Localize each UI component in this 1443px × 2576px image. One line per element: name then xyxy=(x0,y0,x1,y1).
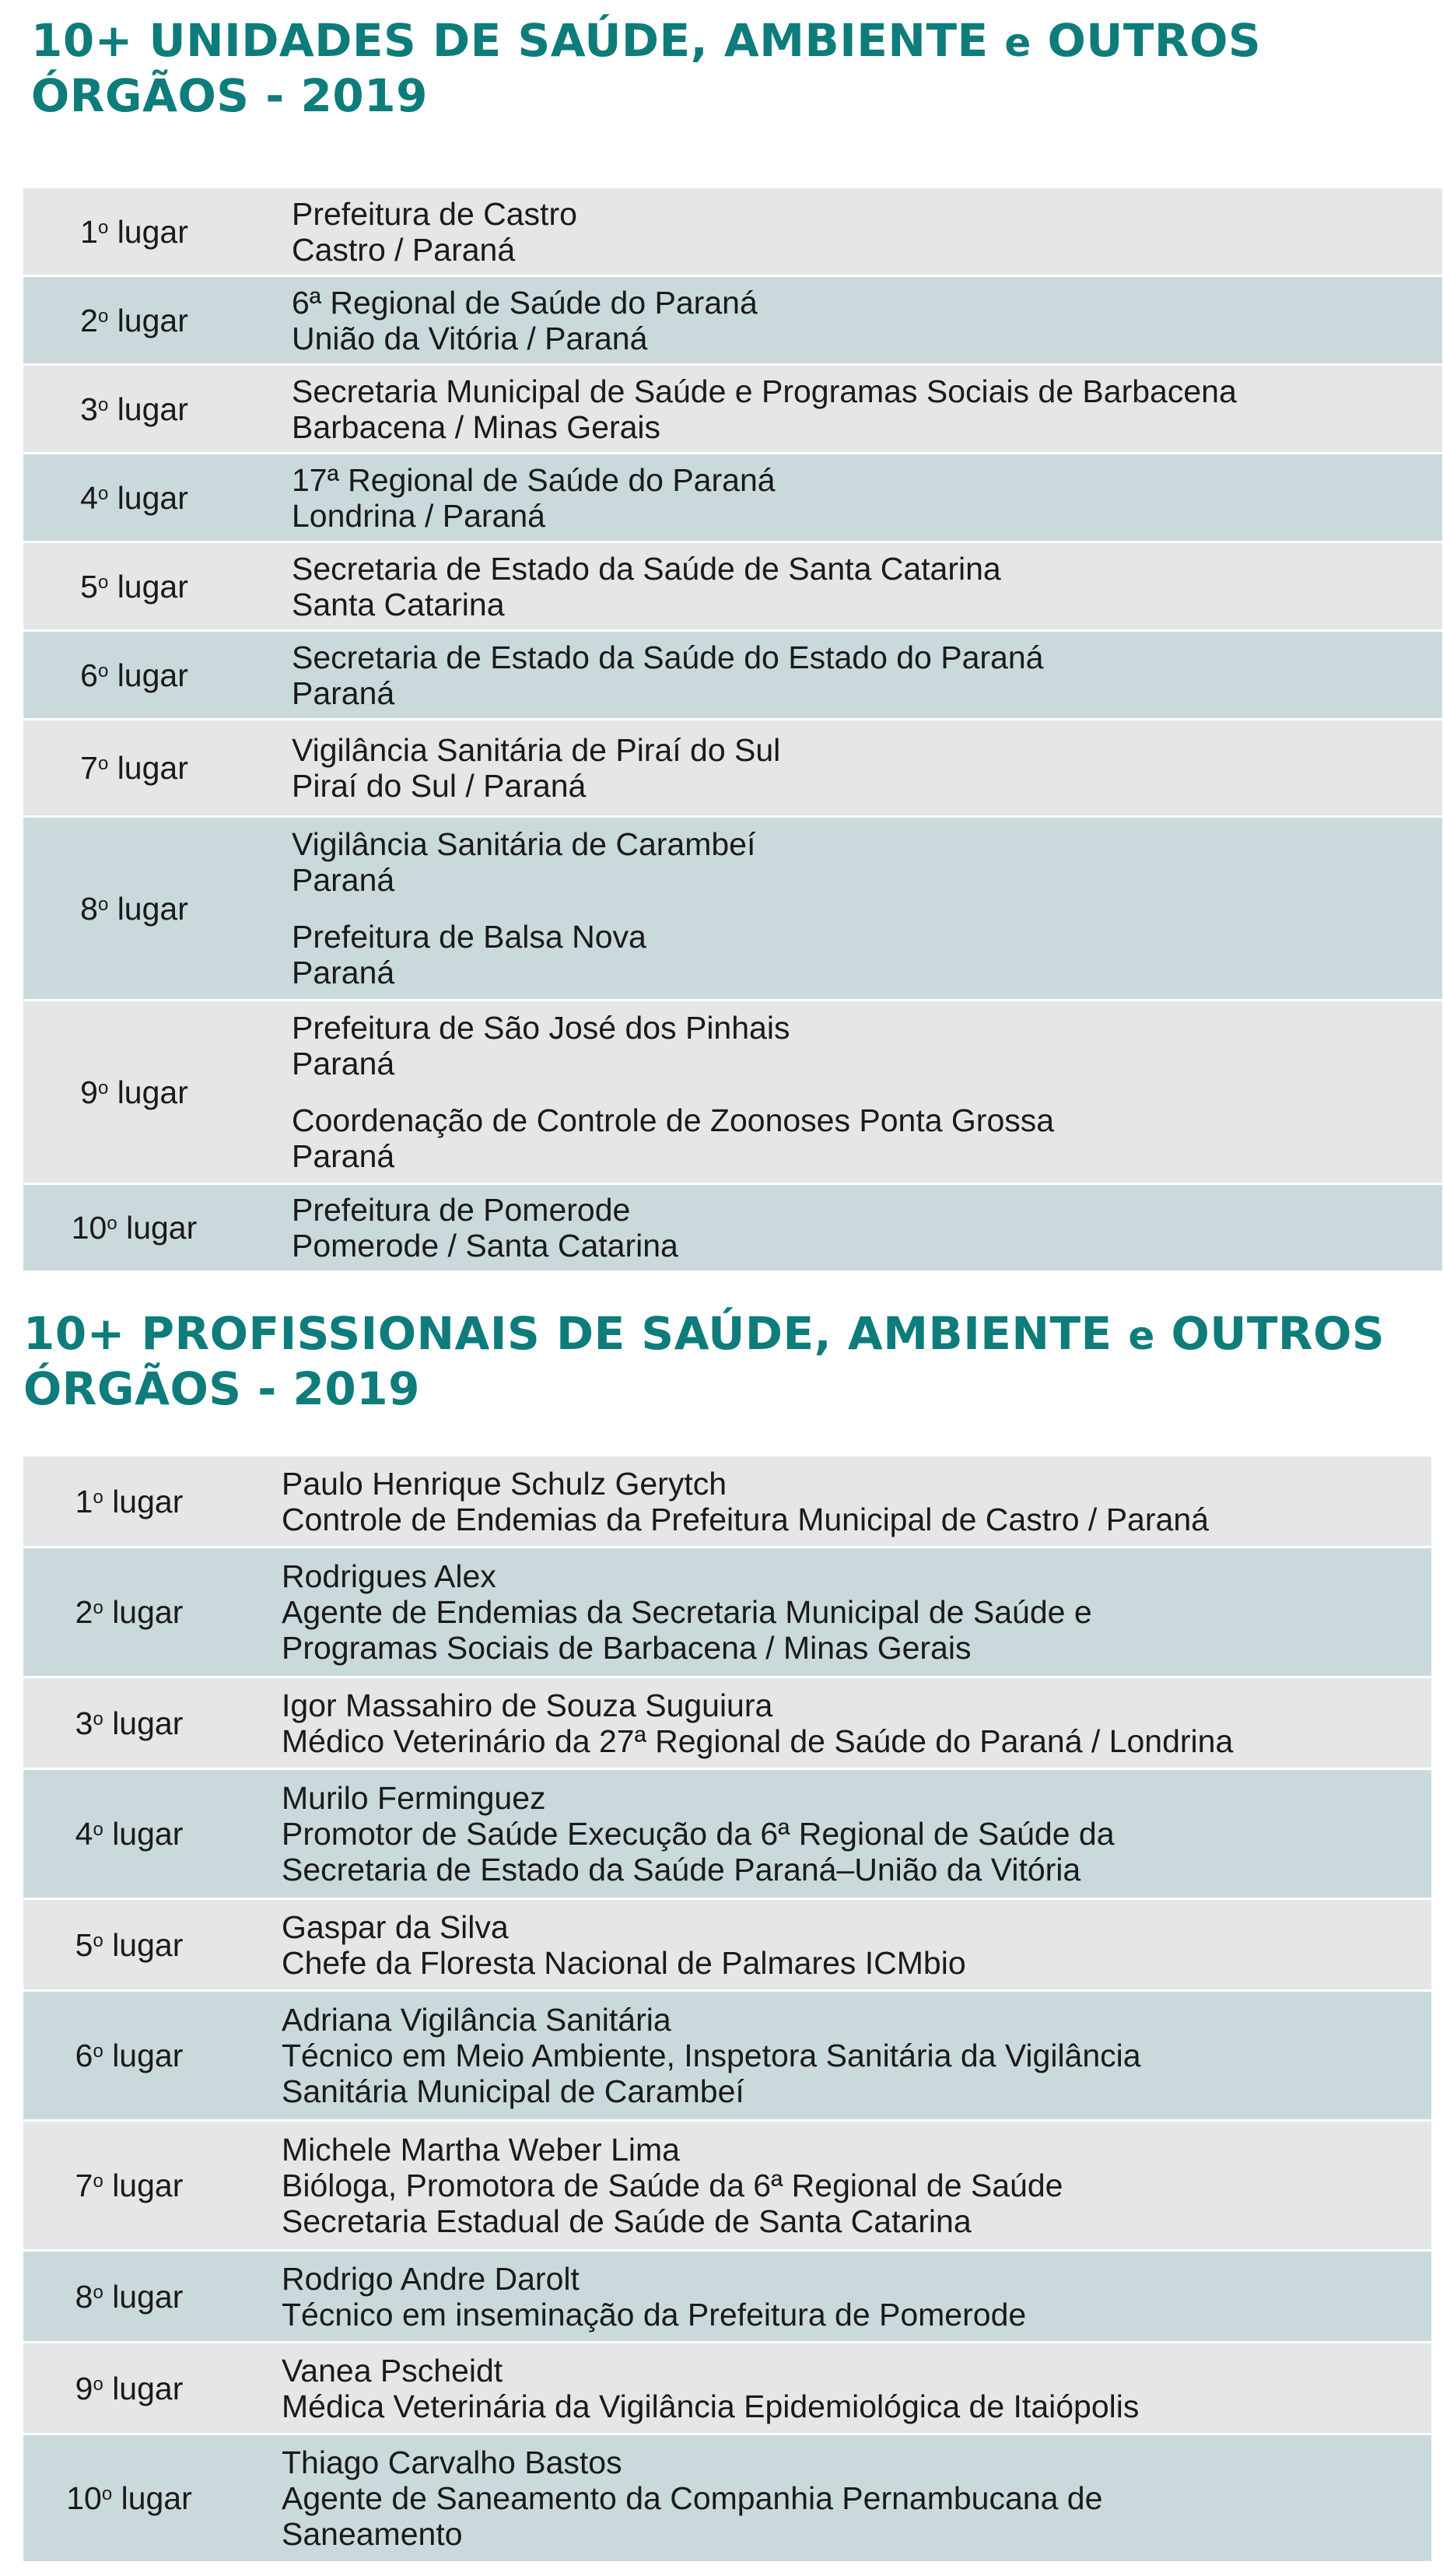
entry-detail: Programas Sociais de Barbacena / Minas Gerais xyxy=(282,1630,972,1666)
entry-name: Michele Martha Weber Lima xyxy=(282,2132,680,2168)
rank-word: lugar xyxy=(103,1594,184,1630)
rank-number: 2 xyxy=(75,1594,93,1630)
rank-entries xyxy=(235,2261,1431,2332)
rank-ordinal-indicator: o xyxy=(97,660,109,682)
entry-detail: Pomerode / Santa Catarina xyxy=(292,1228,678,1263)
rank-label xyxy=(23,1594,235,1630)
rank-entries xyxy=(235,2445,1431,2552)
ranking-entry xyxy=(292,1010,1442,1081)
entry-detail: Promotor de Saúde Execução da 6ª Regional de Saúde da xyxy=(282,1816,1115,1852)
rank-number: 4 xyxy=(75,1816,93,1852)
section-2-title-line-1: 10+ PROFISSIONAIS DE SAÚDE, AMBIENTE e OUTROS xyxy=(23,1307,1385,1360)
rank-number: 7 xyxy=(75,2168,93,2203)
ranking-entry xyxy=(292,1102,1442,1174)
rank-word: lugar xyxy=(108,657,188,693)
ranking-row xyxy=(23,2435,1431,2564)
entry-detail: Chefe da Floresta Nacional de Palmares ICMbio xyxy=(282,1944,966,1981)
rank-number: 1 xyxy=(75,1483,93,1519)
rank-label xyxy=(23,1705,235,1741)
entry-name: Secretaria de Estado da Saúde de Santa Catarina xyxy=(292,550,1001,587)
rank-label xyxy=(23,303,245,338)
rank-ordinal-indicator: o xyxy=(93,1929,103,1951)
rank-ordinal-indicator: o xyxy=(93,1819,103,1840)
entry-name: Prefeitura de Pomerode xyxy=(292,1192,631,1228)
section-1-title xyxy=(31,14,1261,122)
rank-number: 5 xyxy=(75,1926,93,1963)
rank-label xyxy=(23,1927,235,1963)
rank-word: lugar xyxy=(108,391,188,427)
entry-detail: Secretaria Estadual de Saúde de Santa Catarina xyxy=(282,2203,972,2239)
ranking-entry xyxy=(292,826,1442,898)
rank-label xyxy=(23,657,245,693)
entry-name: Rodrigues Alex xyxy=(282,1558,496,1594)
rank-number: 2 xyxy=(80,302,98,338)
rank-label xyxy=(23,1816,235,1852)
rank-label xyxy=(23,569,245,605)
entry-name: Prefeitura de São José dos Pinhais xyxy=(292,1010,790,1046)
entry-name: Prefeitura de Castro xyxy=(292,195,577,232)
rank-entries xyxy=(245,285,1442,356)
entry-name: Secretaria de Estado da Saúde do Estado do Paraná xyxy=(292,639,1044,675)
rank-ordinal-indicator: o xyxy=(93,1597,103,1618)
rank-number: 3 xyxy=(75,1705,93,1741)
entry-name: Adriana Vigilância Sanitária xyxy=(282,2002,671,2038)
rank-entries xyxy=(235,1558,1431,1666)
rank-entries xyxy=(245,826,1442,990)
entry-detail: Técnico em inseminação da Prefeitura de Pomerode xyxy=(282,2296,1027,2332)
rank-label xyxy=(23,750,245,786)
ranking-row xyxy=(23,2343,1431,2435)
ranking-entry xyxy=(292,732,1442,804)
entry-name: Murilo Ferminguez xyxy=(282,1780,546,1816)
ranking-row xyxy=(23,1900,1431,1992)
rank-number: 6 xyxy=(75,2038,93,2073)
rank-label xyxy=(23,2480,235,2516)
entry-name: Thiago Carvalho Bastos xyxy=(282,2445,622,2480)
entry-detail: Piraí do Sul / Paraná xyxy=(292,768,587,804)
ranking-entry xyxy=(292,551,1442,622)
ranking-row xyxy=(23,1548,1431,1678)
rank-number: 9 xyxy=(75,2370,93,2406)
ranking-entry xyxy=(292,196,1442,268)
rank-entries xyxy=(245,732,1442,804)
rank-ordinal-indicator: o xyxy=(97,394,109,415)
rank-number: 8 xyxy=(75,2278,93,2315)
rank-ordinal-indicator: o xyxy=(97,216,109,238)
rank-entries xyxy=(235,2353,1431,2424)
section-2-title-line-2: ÓRGÃOS - 2019 xyxy=(23,1362,420,1415)
rank-entries xyxy=(235,1688,1431,1759)
rank-word: lugar xyxy=(103,2038,184,2073)
rank-number: 1 xyxy=(80,213,98,250)
ranking-row xyxy=(23,1678,1431,1770)
rank-word: lugar xyxy=(112,2480,192,2516)
ranking-entry xyxy=(282,2132,1431,2239)
ranking-entry xyxy=(282,2353,1431,2424)
ranking-row xyxy=(23,1770,1431,1900)
rank-ordinal-indicator: o xyxy=(107,1213,117,1234)
rank-word: lugar xyxy=(108,302,188,338)
rank-word: lugar xyxy=(117,1210,198,1246)
rank-word: lugar xyxy=(108,479,188,516)
rank-word: lugar xyxy=(108,1074,188,1110)
rank-word: lugar xyxy=(108,890,188,927)
rank-ordinal-indicator: o xyxy=(97,893,109,915)
entry-detail: Agente de Saneamento da Companhia Pernambucana de xyxy=(282,2480,1103,2516)
ranking-entry xyxy=(292,919,1442,990)
entry-name: Gaspar da Silva xyxy=(282,1908,509,1945)
rank-number: 10 xyxy=(66,2480,102,2516)
rank-entries xyxy=(235,2132,1431,2239)
entry-detail: Paraná xyxy=(292,1138,395,1174)
entry-name: Rodrigo Andre Darolt xyxy=(282,2260,580,2297)
entry-name: 17ª Regional de Saúde do Paraná xyxy=(292,461,776,498)
entry-name: Vanea Pscheidt xyxy=(282,2352,503,2388)
section-2-title xyxy=(23,1307,1385,1415)
entry-detail: Médica Veterinária da Vigilância Epidemiológica de Itaiópolis xyxy=(282,2388,1140,2424)
rank-entries xyxy=(245,1010,1442,1174)
ranking-row xyxy=(23,366,1442,454)
rank-ordinal-indicator: o xyxy=(97,482,109,504)
entry-detail: Controle de Endemias da Prefeitura Municipal de Castro / Paraná xyxy=(282,1501,1209,1537)
rank-entries xyxy=(235,1780,1431,1887)
rank-number: 5 xyxy=(80,568,98,605)
entry-name: Paulo Henrique Schulz Gerytch xyxy=(282,1465,727,1502)
entry-detail: Castro / Paraná xyxy=(292,231,516,268)
ranking-entry xyxy=(292,1192,1442,1263)
units-ranking-table xyxy=(23,188,1442,1273)
ranking-row xyxy=(23,1992,1431,2122)
ranking-entry xyxy=(282,1909,1431,1981)
rank-number: 7 xyxy=(80,750,98,786)
rank-ordinal-indicator: o xyxy=(93,2171,103,2192)
ranking-entry xyxy=(292,462,1442,534)
rank-ordinal-indicator: o xyxy=(97,1077,109,1099)
rank-label xyxy=(23,1484,235,1519)
entry-detail: Paraná xyxy=(292,862,395,898)
rank-label xyxy=(23,2038,235,2073)
rank-ordinal-indicator: o xyxy=(93,2041,103,2062)
rank-entries xyxy=(245,551,1442,622)
entry-detail: Médico Veterinário da 27ª Regional de Saúde do Paraná / Londrina xyxy=(282,1723,1234,1759)
entry-name: 6ª Regional de Saúde do Paraná xyxy=(292,284,758,321)
ranking-entry xyxy=(292,373,1442,445)
ranking-entry xyxy=(282,1688,1431,1759)
professionals-ranking-table xyxy=(23,1456,1431,2564)
rank-label xyxy=(23,1074,245,1110)
rank-word: lugar xyxy=(108,750,188,786)
entry-detail: Paraná xyxy=(292,955,395,990)
rank-entries xyxy=(235,1466,1431,1537)
entry-detail: Paraná xyxy=(292,1046,395,1081)
section-1-title-line-2: ÓRGÃOS - 2019 xyxy=(31,69,428,122)
ranking-row xyxy=(23,454,1442,543)
rank-word: lugar xyxy=(103,2370,184,2406)
rank-word: lugar xyxy=(108,213,188,250)
rank-word: lugar xyxy=(103,1483,184,1519)
entry-detail: Bióloga, Promotora de Saúde da 6ª Regional de Saúde xyxy=(282,2168,1063,2203)
rank-label xyxy=(23,2168,235,2203)
rank-number: 10 xyxy=(71,1210,107,1246)
ranking-entry xyxy=(282,2002,1431,2109)
entry-detail: Saneamento xyxy=(282,2516,463,2552)
rank-label xyxy=(23,2371,235,2406)
entry-name: Igor Massahiro de Souza Suguiura xyxy=(282,1687,773,1723)
ranking-row xyxy=(23,818,1442,1001)
ranking-row xyxy=(23,1001,1442,1185)
ranking-row xyxy=(23,632,1442,720)
ranking-row xyxy=(23,2122,1431,2252)
rank-word: lugar xyxy=(103,1926,184,1963)
rank-entries xyxy=(235,2002,1431,2109)
rank-ordinal-indicator: o xyxy=(93,1708,103,1730)
entry-detail: União da Vitória / Paraná xyxy=(292,320,648,356)
entry-detail: Paraná xyxy=(292,675,395,711)
rank-word: lugar xyxy=(103,2168,184,2203)
ranking-row xyxy=(23,1456,1431,1548)
rank-entries xyxy=(245,1192,1442,1263)
rank-entries xyxy=(235,1909,1431,1981)
rank-ordinal-indicator: o xyxy=(93,2281,103,2303)
entry-name: Secretaria Municipal de Saúde e Programas Sociais de Barbacena xyxy=(292,373,1237,409)
entry-name: Vigilância Sanitária de Carambeí xyxy=(292,826,756,862)
entry-detail: Agente de Endemias da Secretaria Municipal de Saúde e xyxy=(282,1594,1092,1630)
rank-ordinal-indicator: o xyxy=(97,571,109,593)
rank-entries xyxy=(245,196,1442,268)
entry-detail: Santa Catarina xyxy=(292,586,505,622)
entry-detail: Barbacena / Minas Gerais xyxy=(292,408,661,445)
ranking-row xyxy=(23,1185,1442,1273)
rank-entries xyxy=(245,373,1442,445)
rank-word: lugar xyxy=(103,1816,184,1852)
rank-entries xyxy=(245,462,1442,534)
rank-label xyxy=(23,891,245,927)
rank-label xyxy=(23,1210,245,1246)
rank-word: lugar xyxy=(103,1705,184,1741)
rank-ordinal-indicator: o xyxy=(93,2373,103,2395)
ranking-entry xyxy=(292,285,1442,356)
ranking-entry xyxy=(282,2261,1431,2332)
rank-number: 6 xyxy=(80,657,98,693)
entry-detail: Secretaria de Estado da Saúde Paraná–União da Vitória xyxy=(282,1852,1081,1887)
rank-ordinal-indicator: o xyxy=(97,305,109,327)
rank-label xyxy=(23,391,245,427)
rank-word: lugar xyxy=(103,2278,184,2315)
entry-detail: Sanitária Municipal de Carambeí xyxy=(282,2073,744,2109)
rank-label xyxy=(23,214,245,250)
entry-name: Vigilância Sanitária de Piraí do Sul xyxy=(292,732,781,768)
rank-word: lugar xyxy=(108,568,188,605)
rank-ordinal-indicator: o xyxy=(93,1486,103,1508)
ranking-entry xyxy=(292,640,1442,711)
ranking-row xyxy=(23,720,1442,818)
rank-label xyxy=(23,2279,235,2315)
entry-name: Coordenação de Controle de Zoonoses Ponta Grossa xyxy=(292,1102,1055,1138)
rank-label xyxy=(23,480,245,516)
rank-number: 3 xyxy=(80,391,98,427)
rank-entries xyxy=(245,640,1442,711)
ranking-row xyxy=(23,2252,1431,2343)
rank-number: 8 xyxy=(80,890,98,927)
rank-ordinal-indicator: o xyxy=(101,2483,113,2504)
section-1-title-line-1: 10+ UNIDADES DE SAÚDE, AMBIENTE e OUTROS xyxy=(31,14,1262,67)
ranking-entry xyxy=(282,1780,1431,1887)
rank-ordinal-indicator: o xyxy=(97,753,109,774)
rank-number: 9 xyxy=(80,1074,98,1110)
ranking-entry xyxy=(282,1558,1431,1666)
rank-number: 4 xyxy=(80,479,98,516)
ranking-row xyxy=(23,543,1442,632)
ranking-row xyxy=(23,277,1442,366)
entry-detail: Técnico em Meio Ambiente, Inspetora Sanitária da Vigilância xyxy=(282,2038,1141,2073)
ranking-entry xyxy=(282,1466,1431,1537)
entry-detail: Londrina / Paraná xyxy=(292,497,545,534)
ranking-row xyxy=(23,188,1442,277)
entry-name: Prefeitura de Balsa Nova xyxy=(292,919,646,955)
ranking-entry xyxy=(282,2445,1431,2552)
